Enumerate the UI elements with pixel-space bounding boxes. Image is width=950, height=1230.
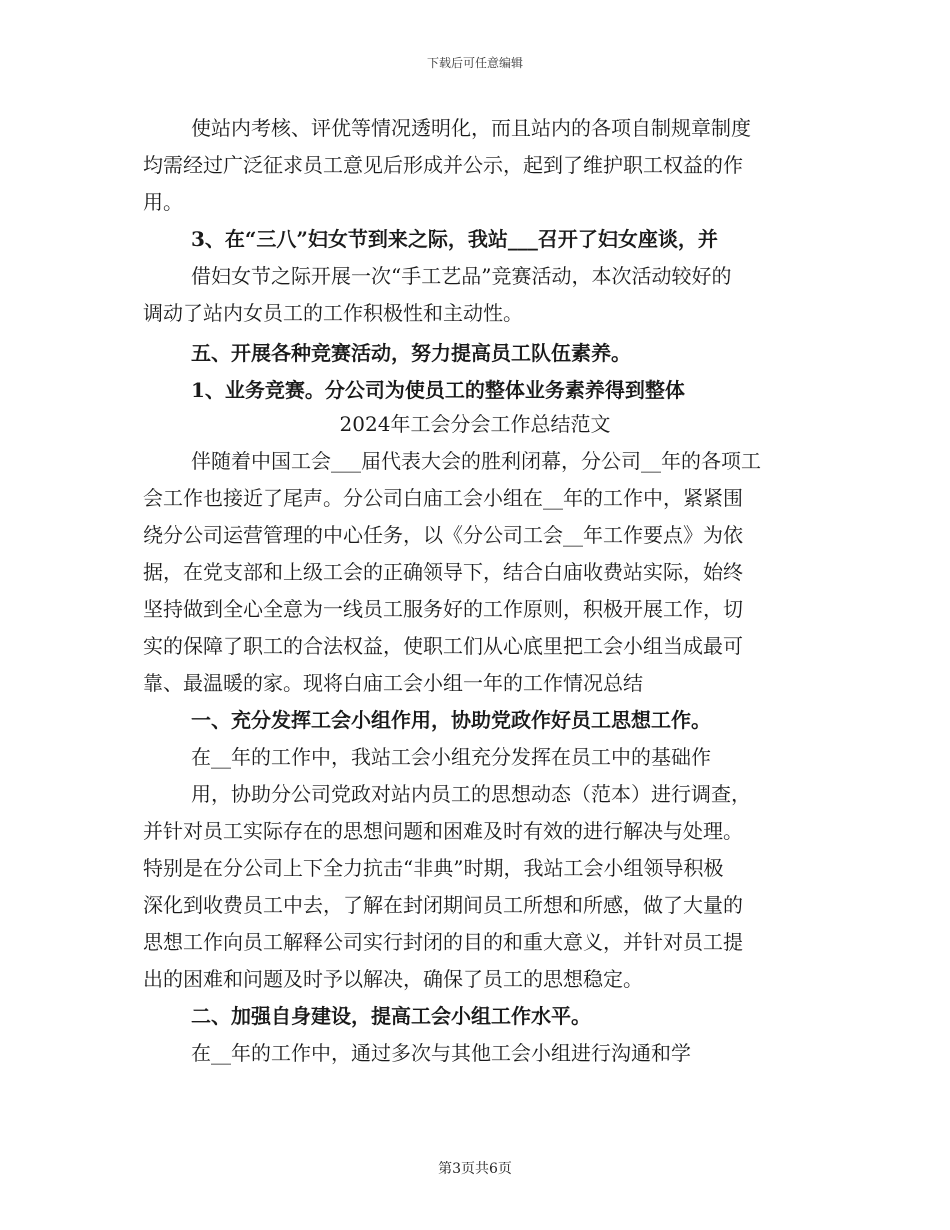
page-footer: 第3页共6页 — [438, 1161, 512, 1177]
paragraph-line: 借妇女节之际开展一次“手工艺品”竞赛活动，本次活动较好的 — [191, 264, 732, 288]
section-heading: 一、充分发挥工会小组作用，协助党政作好员工思想工作。 — [191, 708, 711, 732]
paragraph-line: 用。 — [143, 190, 183, 214]
section-heading: 五、开展各种竞赛活动，努力提高员工队伍素养。 — [191, 341, 631, 365]
paragraph-line: 靠、最温暖的家。现将白庙工会小组一年的工作情况总结 — [143, 671, 643, 695]
paragraph-line: 伴随着中国工会___届代表大会的胜利闭幕，分公司__年的各项工 — [191, 449, 761, 473]
paragraph-line: 出的困难和问题及时予以解决，确保了员工的思想稳定。 — [143, 967, 643, 991]
paragraph-line: 坚持做到全心全意为一线员工服务好的工作原则，积极开展工作，切 — [143, 597, 743, 621]
paragraph-line: 深化到收费员工中去，了解在封闭期间员工所想和所感，做了大量的 — [143, 893, 743, 917]
paragraph-line: 实的保障了职工的合法权益，使职工们从心底里把工会小组当成最可 — [143, 634, 743, 658]
paragraph-line: 在__年的工作中，通过多次与其他工会小组进行沟通和学 — [191, 1041, 691, 1065]
paragraph-line: 用，协助分公司党政对站内员工的思想动态（范本）进行调查， — [191, 782, 751, 806]
section-heading: 二、加强自身建设，提高工会小组工作水平。 — [191, 1004, 591, 1028]
paragraph-line: 使站内考核、评优等情况透明化，而且站内的各项自制规章制度 — [191, 116, 751, 140]
paragraph-line: 据，在党支部和上级工会的正确领导下，结合白庙收费站实际，始终 — [143, 560, 743, 584]
paragraph-line: 均需经过广泛征求员工意见后形成并公示，起到了维护职工权益的作 — [143, 153, 743, 177]
paragraph-line: 3、在“三八”妇女节到来之际，我站___召开了妇女座谈，并 — [191, 227, 718, 251]
paragraph-line: 1、业务竞赛。分公司为使员工的整体业务素养得到整体 — [191, 378, 685, 402]
paragraph-line: 调动了站内女员工的工作积极性和主动性。 — [143, 301, 523, 325]
paragraph-line: 在__年的工作中，我站工会小组充分发挥在员工中的基础作 — [191, 745, 711, 769]
paragraph-line: 并针对员工实际存在的思想问题和困难及时有效的进行解决与处理。 — [143, 819, 743, 843]
paragraph-line: 绕分公司运营管理的中心任务，以《分公司工会__年工作要点》为依 — [143, 523, 743, 547]
paragraph-line: 特别是在分公司上下全力抗击“非典”时期，我站工会小组领导积极 — [143, 856, 724, 880]
paragraph-line: 会工作也接近了尾声。分公司白庙工会小组在__年的工作中，紧紧围 — [143, 486, 743, 510]
paragraph-line: 思想工作向员工解释公司实行封闭的目的和重大意义，并针对员工提 — [143, 930, 743, 954]
document-title: 2024年工会分会工作总结范文 — [339, 412, 611, 436]
page-header: 下载后可任意编辑 — [426, 56, 523, 70]
